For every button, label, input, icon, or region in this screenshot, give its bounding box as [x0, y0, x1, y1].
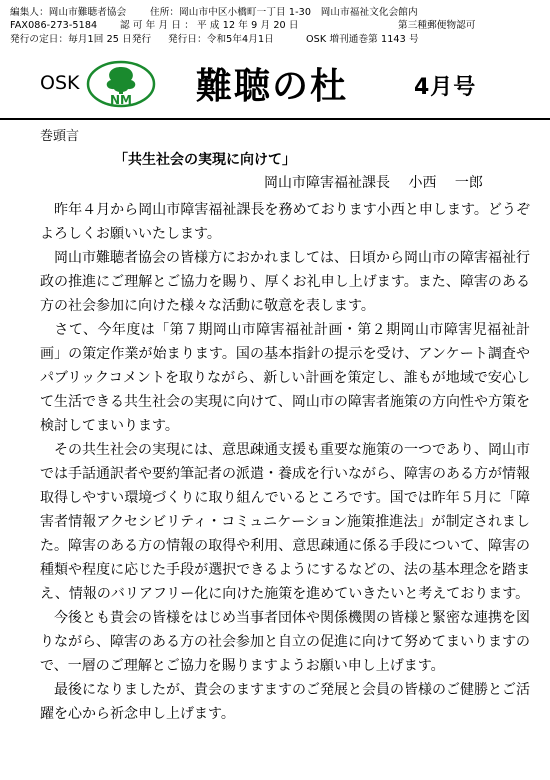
logo-letters: NM	[110, 93, 132, 107]
header-divider	[0, 118, 550, 120]
newsletter-title: 難聴の杜	[196, 66, 349, 107]
info-row-2	[10, 19, 540, 32]
publish-schedule: 発行の定日：毎月1回 25 日発行	[10, 33, 152, 45]
paragraph: その共生社会の実現には、意思疎通支援も重要な施策の一つであり、岡山市では手話通訳者や要約筆記者の派遣・養成を行いながら、障害のある方が情報取得しやすい環境づくりに取り組んでいるところです。国では昨年５月に「障害者情報アクセシビリティ・コミュニケーション施策推進法」が制定されました。障害のある方の情報の取得や利用、意思疎通に係る手段について、障害の種類や程度に応じた手段が選択できるようにするなどの、法の基本理念を踏まえ、情報のバリアフリー化に向けた施策を進めていきたいと考えております。	[40, 442, 530, 602]
mail-class: 第三種郵便物認可	[398, 20, 476, 32]
publish-date: 発行日：令和5年4月1日	[168, 33, 274, 45]
address-text: 住所：岡山市中区小橋町一丁目 1-30 岡山市福祉文化会館内	[150, 7, 418, 18]
article-body	[40, 198, 530, 726]
publication-info	[10, 6, 540, 46]
article-heading: 「共生社会の実現に向けて」	[114, 152, 296, 168]
paragraph: 最後になりましたが、貴会のますますのご発展と会員の皆様のご健勝とご活躍を心から祈念申し上げます。	[40, 682, 530, 722]
paragraph: さて、今年度は「第７期岡山市障害福祉計画・第２期岡山市障害児福祉計画」の策定作業が始まります。国の基本指針の提示を受け、アンケート調査やパブリックコメントを取りながら、新しい計画を策定し、誰もが地域で安心して生活できる共生社会の実現に向けて、岡山市の障害者施策の方向性や方策を検討してまいります。	[40, 322, 530, 434]
paragraph: 今後とも貴会の皆様をはじめ当事者団体や関係機関の皆様と緊密な連携を図りながら、障害のある方の社会参加と自立の促進に向けて努めてまいりますので、一層のご理解とご協力を賜りますようお願い申し上げます。	[40, 610, 530, 674]
info-row-1	[10, 6, 540, 19]
info-row-3	[10, 33, 540, 46]
author-line: 岡山市障害福祉課長 小西 一郎	[264, 175, 483, 191]
paragraph: 昨年４月から岡山市障害福祉課長を務めております小西と申します。どうぞよろしくお願いいたします。	[40, 202, 530, 242]
fax-number: FAX086-273-5184	[10, 20, 98, 32]
permit-date: 認 可 年 月 日 ： 平 成 12 年 9 月 20 日	[120, 20, 299, 32]
tree-logo-icon	[86, 60, 156, 108]
volume-number: OSK 増刊通巻第 1143 号	[306, 33, 419, 45]
section-label: 巻頭言	[40, 129, 80, 144]
editor-label: 編集人：岡山市難聴者協会	[10, 7, 127, 18]
issue-label: 4月号	[414, 75, 477, 100]
osk-label: OSK	[40, 72, 80, 94]
paragraph: 岡山市難聴者協会の皆様方におかれましては、日頃から岡山市の障害福祉行政の推進にご理解とご協力を賜り、厚くお礼申し上げます。また、障害のある方の社会参加に向けた様々な活動に敬意を表します。	[40, 250, 530, 314]
